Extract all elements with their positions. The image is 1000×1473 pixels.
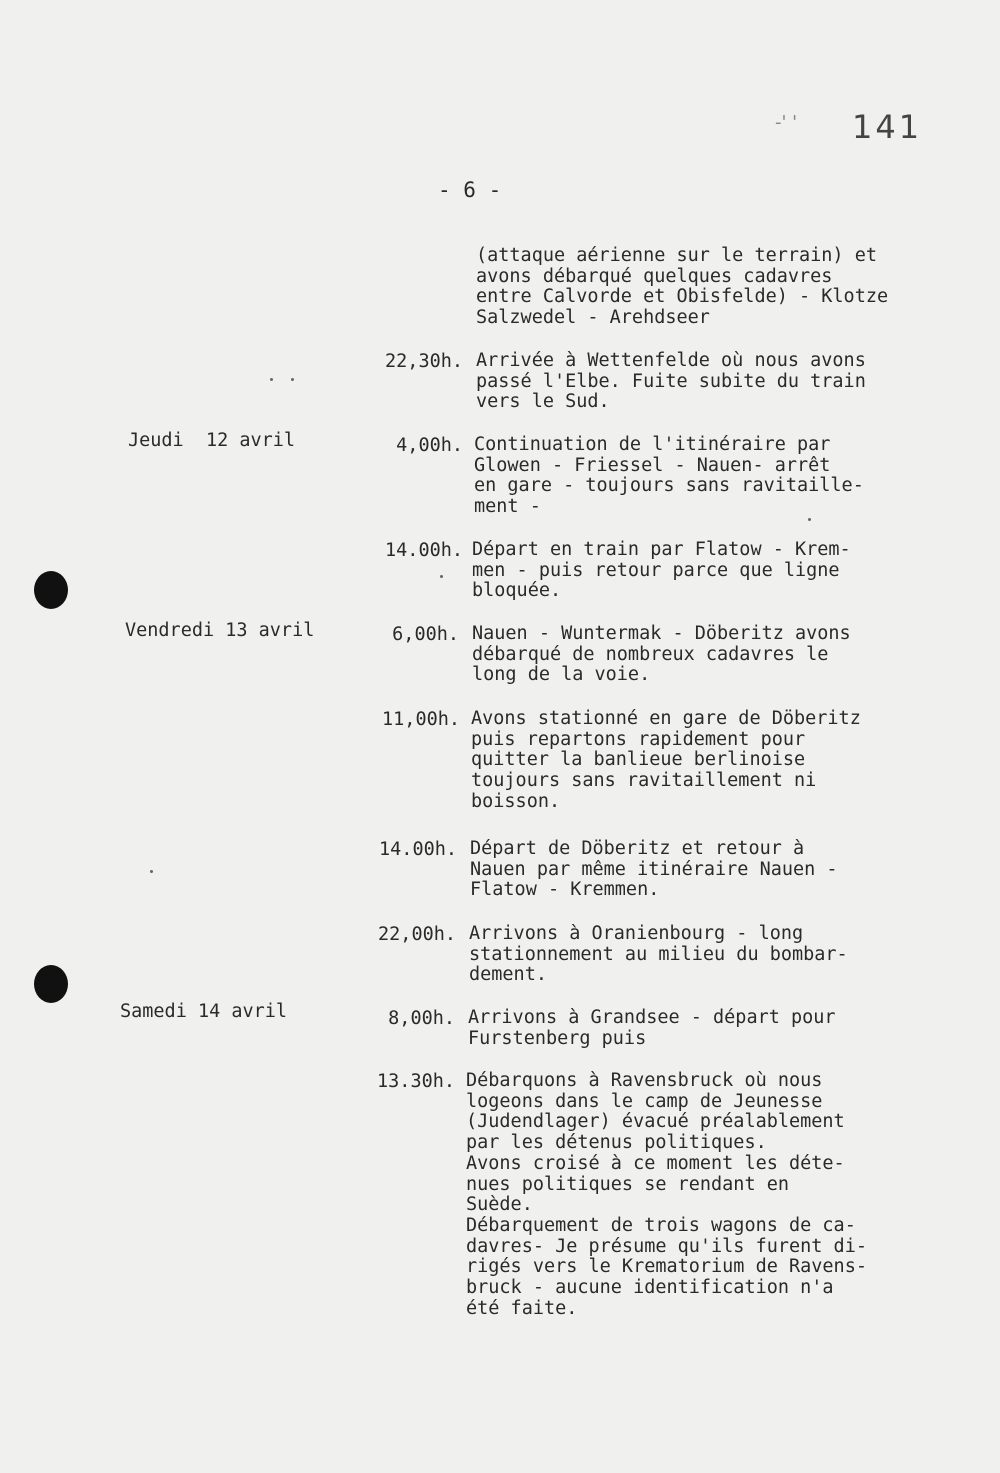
entry-time: 14.00h. bbox=[385, 540, 463, 561]
entry-time: 11,00h. bbox=[382, 709, 460, 730]
day-label-samedi: Samedi 14 avril bbox=[120, 1001, 288, 1022]
entry-time: 14.00h. bbox=[379, 839, 457, 860]
entry-time: 22,00h. bbox=[378, 924, 456, 945]
folio-number: - 6 - bbox=[438, 178, 502, 202]
speck bbox=[150, 870, 153, 873]
speck bbox=[270, 378, 273, 381]
page-number: 141 bbox=[852, 108, 923, 146]
day-label-vendredi: Vendredi 13 avril bbox=[125, 620, 315, 641]
entry-text: Continuation de l'itinéraire par Glowen - Friessel - Nauen- arrêt en gare - toujours sans ravitaille- ment - bbox=[474, 434, 864, 518]
entry-text: Avons stationné en gare de Döberitz puis repartons rapidement pour quitter la banlieue berlinoise toujours sans ravitaillement ni boisson. bbox=[471, 708, 861, 812]
punch-hole-icon bbox=[34, 965, 68, 1003]
entry-time: 6,00h. bbox=[392, 624, 459, 645]
entry-text: Arrivons à Grandsee - départ pour Furstenberg puis bbox=[468, 1007, 836, 1049]
entry-time: 4,00h. bbox=[396, 435, 463, 456]
entry-time: 13.30h. bbox=[377, 1071, 455, 1092]
entry-text: Arrivons à Oranienbourg - long stationnement au milieu du bombar- dement. bbox=[469, 923, 848, 986]
page-mark: -' ' bbox=[775, 112, 798, 133]
continuation-text: (attaque aérienne sur le terrain) et avons débarqué quelques cadavres entre Calvorde et Obisfelde) - Klotze Salzwedel - Arehdseer bbox=[476, 245, 889, 329]
entry-text: Arrivée à Wettenfelde où nous avons passé l'Elbe. Fuite subite du train vers le Sud. bbox=[476, 350, 866, 413]
speck bbox=[440, 575, 443, 578]
entry-time: 8,00h. bbox=[388, 1008, 455, 1029]
speck bbox=[808, 518, 811, 521]
entry-text: Débarquons à Ravensbruck où nous logeons dans le camp de Jeunesse (Judendlager) évacué préalablement par les détenus politiques. Avons croisé à ce moment les déte- nues politiques se rendant en Suède. Débarquement de trois wagons de ca- davres- Je présume qu'ils furent di- rigés vers le Krematorium de Ravens- bruck - aucune identification n'a été faite. bbox=[466, 1070, 867, 1319]
day-label-jeudi: Jeudi 12 avril bbox=[128, 430, 296, 451]
entry-time: 22,30h. bbox=[385, 351, 463, 372]
entry-text: Départ en train par Flatow - Krem- men - puis retour parce que ligne bloquée. bbox=[472, 539, 851, 602]
entry-text: Départ de Döberitz et retour à Nauen par même itinéraire Nauen - Flatow - Kremmen. bbox=[470, 838, 838, 901]
speck bbox=[291, 378, 294, 381]
punch-hole-icon bbox=[34, 571, 68, 609]
entry-text: Nauen - Wuntermak - Döberitz avons débarqué de nombreux cadavres le long de la voie. bbox=[472, 623, 851, 686]
